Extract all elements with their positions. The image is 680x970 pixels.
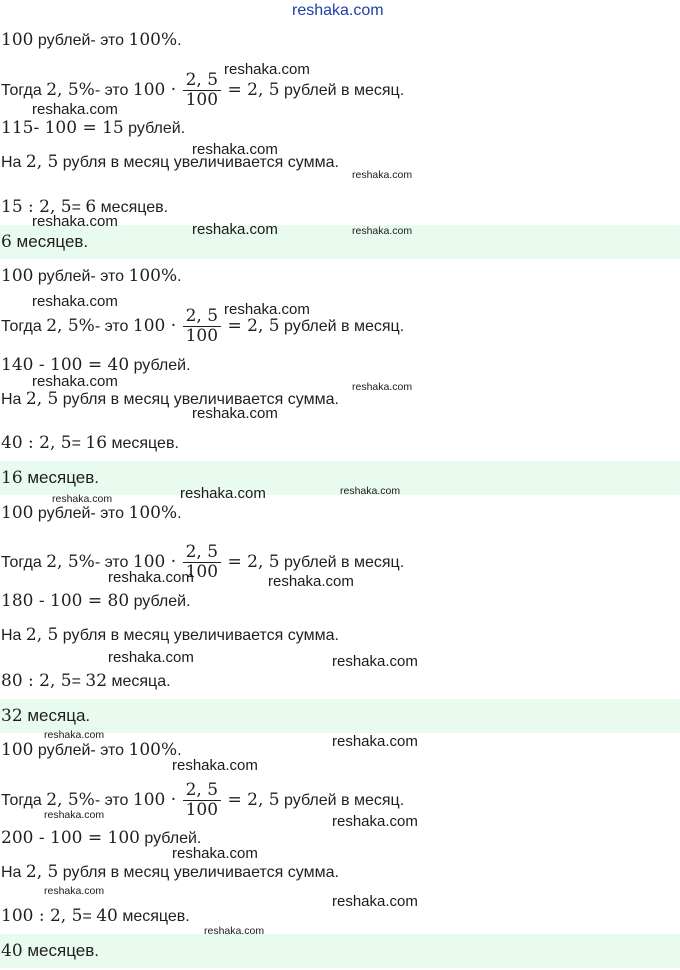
- watermark: reshaka.com: [192, 221, 278, 238]
- watermark: reshaka.com: [108, 569, 194, 586]
- line-100-percent: 100 рублей- это 100%.: [1, 503, 182, 523]
- line-difference: 140 - 100 = 40 рублей.: [1, 355, 191, 375]
- line-division: 100 : 2, 5= 40 месяцев.: [1, 906, 190, 926]
- watermark: reshaka.com: [268, 573, 354, 590]
- watermark: reshaka.com: [180, 485, 266, 502]
- line-increase: На 2, 5 рубля в месяц увеличивается сумма.: [1, 625, 339, 645]
- watermark: reshaka.com: [108, 649, 194, 666]
- fraction: $\frac{2, 5}{100}$: [183, 781, 221, 820]
- watermark: reshaka.com: [32, 373, 118, 390]
- line-monthly-rate: Тогда 2, 5%- это 100 · $\frac{2, 5}{100}$ = 2, 5 рублей в месяц.: [1, 306, 405, 347]
- watermark: reshaka.com: [192, 141, 278, 158]
- line-division: 40 : 2, 5= 16 месяцев.: [1, 433, 179, 453]
- watermark: reshaka.com: [224, 301, 310, 318]
- watermark: reshaka.com: [352, 225, 413, 237]
- line-100-percent: 100 рублей- это 100%.: [1, 740, 182, 760]
- watermark: reshaka.com: [332, 733, 418, 750]
- watermark: reshaka.com: [332, 893, 418, 910]
- watermark: reshaka.com: [332, 653, 418, 670]
- watermark: reshaka.com: [44, 809, 105, 821]
- watermark: reshaka.com: [332, 813, 418, 830]
- line-monthly-rate: Тогда 2, 5%- это 100 · $\frac{2, 5}{100}$ = 2, 5 рублей в месяц.: [1, 70, 405, 111]
- watermark: reshaka.com: [44, 885, 105, 897]
- site-header-link[interactable]: reshaka.com: [292, 2, 384, 19]
- line-difference: 200 - 100 = 100 рублей.: [1, 828, 202, 848]
- line-division: 15 : 2, 5= 6 месяцев.: [1, 197, 169, 217]
- watermark: reshaka.com: [44, 729, 105, 741]
- watermark: reshaka.com: [32, 213, 118, 230]
- answer-box: 40 месяцев.: [0, 934, 680, 968]
- answer-box: 32 месяца.: [0, 699, 680, 733]
- answer-box: 6 месяцев.: [0, 225, 680, 259]
- watermark: reshaka.com: [352, 169, 413, 181]
- watermark: reshaka.com: [192, 405, 278, 422]
- line-monthly-rate: Тогда 2, 5%- это 100 · $\frac{2, 5}{100}$ = 2, 5 рублей в месяц.: [1, 780, 405, 821]
- watermark: reshaka.com: [224, 61, 310, 78]
- line-increase: На 2, 5 рубля в месяц увеличивается сумма.: [1, 389, 339, 409]
- line-increase: На 2, 5 рубля в месяц увеличивается сумма.: [1, 152, 339, 172]
- watermark: reshaka.com: [172, 845, 258, 862]
- answer-box: 16 месяцев.: [0, 461, 680, 495]
- watermark: reshaka.com: [32, 293, 118, 310]
- line-100-percent: 100 рублей- это 100%.: [1, 266, 182, 286]
- watermark: reshaka.com: [352, 381, 413, 393]
- line-monthly-rate: Тогда 2, 5%- это 100 · $\frac{2, 5}{100}$ = 2, 5 рублей в месяц.: [1, 542, 405, 583]
- watermark: reshaka.com: [52, 493, 113, 505]
- line-difference: 115- 100 = 15 рублей.: [1, 118, 186, 138]
- fraction: $\frac{2, 5}{100}$: [183, 543, 221, 582]
- fraction: $\frac{2, 5}{100}$: [183, 307, 221, 346]
- watermark: reshaka.com: [172, 757, 258, 774]
- line-division: 80 : 2, 5= 32 месяца.: [1, 671, 171, 691]
- line-increase: На 2, 5 рубля в месяц увеличивается сумма.: [1, 862, 339, 882]
- line-100-percent: 100 рублей- это 100%.: [1, 30, 182, 50]
- watermark: reshaka.com: [32, 101, 118, 118]
- line-difference: 180 - 100 = 80 рублей.: [1, 591, 191, 611]
- watermark: reshaka.com: [340, 485, 401, 497]
- watermark: reshaka.com: [204, 925, 265, 937]
- fraction: $\frac{2, 5}{100}$: [183, 71, 221, 110]
